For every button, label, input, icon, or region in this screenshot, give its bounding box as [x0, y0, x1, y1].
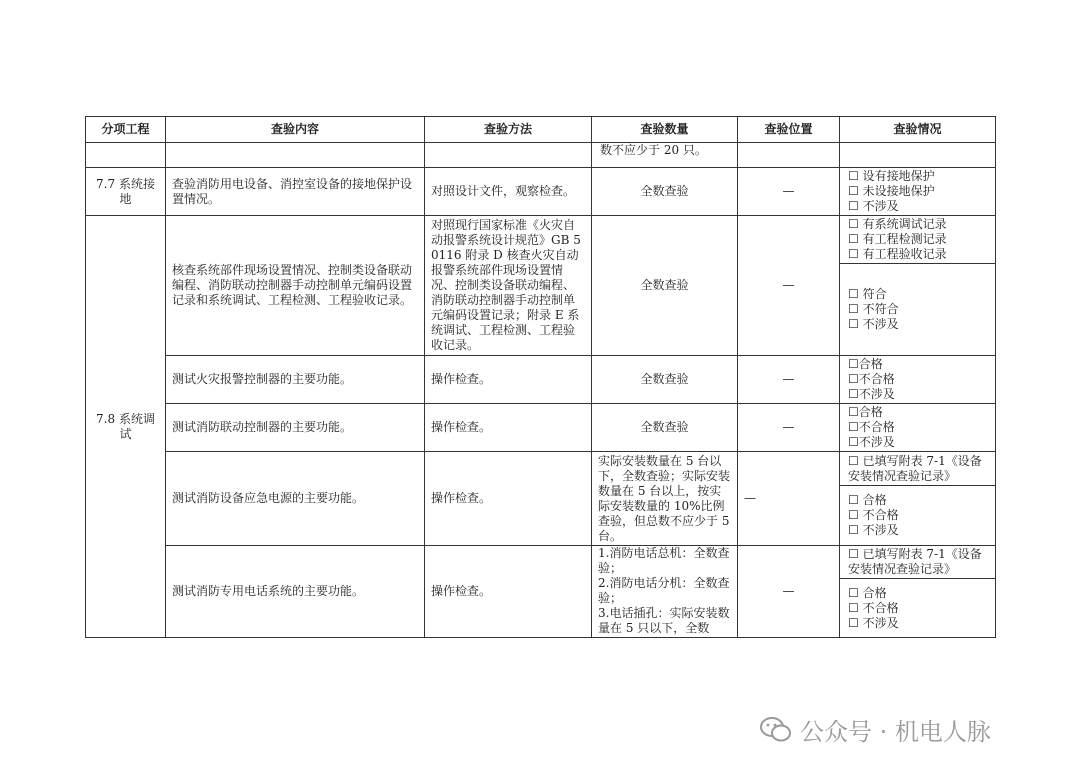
checkbox-option[interactable]: ☐ 未设接地保护 — [848, 184, 935, 198]
content-cell: 核查系统部件现场设置情况、控制类设备联动编程、消防联动控制器手动控制单元编码设置记录和系统调试、工程检测、工程验收记录。 — [166, 216, 425, 356]
item-cell: 7.8 系统调试 — [86, 216, 166, 638]
checkbox-option[interactable]: ☐不涉及 — [848, 435, 895, 449]
checkbox-option[interactable]: ☐合格 — [848, 357, 883, 371]
checkbox-option[interactable]: ☐ 不涉及 — [848, 615, 899, 630]
checkbox-option[interactable]: ☐ 符合 — [848, 287, 887, 301]
checkbox-option[interactable]: ☐ 有工程验收记录 — [848, 247, 947, 261]
checkbox-option[interactable]: ☐ 合格 — [848, 493, 887, 507]
qty-cell: 全数查验 — [592, 404, 738, 452]
checkbox-option[interactable]: ☐不涉及 — [848, 387, 895, 401]
checkbox-option[interactable]: ☐ 不涉及 — [848, 317, 899, 331]
table-row — [86, 404, 996, 452]
table-row — [86, 356, 996, 404]
content-cell: 查验消防用电设备、消控室设备的接地保护设置情况。 — [166, 168, 425, 216]
checkbox-option[interactable]: ☐ 不涉及 — [848, 199, 899, 213]
method-cell: 对照设计文件，观察检查。 — [425, 168, 592, 216]
header-cell: 查验数量 — [592, 117, 738, 143]
inspection-table — [85, 116, 996, 638]
checkbox-option[interactable]: ☐ 设有接地保护 — [848, 169, 935, 183]
content-cell: 测试消防专用电话系统的主要功能。 — [166, 546, 425, 638]
pos-cell: — — [738, 404, 840, 452]
header-cell: 分项工程 — [86, 117, 166, 143]
checkbox-option[interactable]: ☐ 不涉及 — [848, 523, 899, 537]
table-row — [86, 452, 996, 546]
qty-cell: 全数查验 — [592, 356, 738, 404]
method-cell: 操作检查。 — [425, 356, 592, 404]
watermark-text: 公众号 · 机电人脉 — [800, 718, 991, 746]
checkbox-option[interactable]: ☐合格 — [848, 405, 883, 419]
qty-cell: 全数查验 — [592, 168, 738, 216]
checkbox-option[interactable]: ☐ 不合格 — [848, 508, 899, 522]
content-cell: 测试火灾报警控制器的主要功能。 — [166, 356, 425, 404]
method-cell: 操作检查。 — [425, 404, 592, 452]
header-cell: 查验方法 — [425, 117, 592, 143]
pos-cell: — — [738, 546, 840, 638]
pos-cell: — — [738, 168, 840, 216]
header-row — [86, 117, 996, 143]
qty-line: 1.消防电话总机：全数查验； — [598, 546, 730, 575]
wechat-icon — [760, 716, 792, 744]
checkbox-option[interactable]: ☐ 已填写附表 7-1《设备安装情况查验记录》 — [848, 547, 982, 576]
checkbox-option[interactable]: ☐ 不合格 — [848, 600, 899, 615]
checkbox-option[interactable]: ☐ 已填写附表 7-1《设备安装情况查验记录》 — [848, 453, 982, 483]
item-cell: 7.7 系统接地 — [86, 168, 166, 216]
qty-cell: 全数查验 — [592, 216, 738, 356]
method-cell: 对照现行国家标准《火灾自动报警系统设计规范》GB 50116 附录 D 核查火灾自动报警系统部件现场设置情况、控制类设备联动编程、消防联动控制器手动控制单元编码设置记录；附录 E 系统调试、工程检测、工程验收记录。 — [425, 216, 592, 356]
method-cell: 操作检查。 — [425, 546, 592, 638]
checkbox-option[interactable]: ☐不合格 — [848, 372, 895, 386]
content-cell: 测试消防联动控制器的主要功能。 — [166, 404, 425, 452]
qty-line: 3.电话插孔：实际安装数量在 5 只以下，全数 — [598, 606, 730, 635]
header-cell: 查验情况 — [840, 117, 996, 143]
checkbox-option[interactable]: ☐ 有工程检测记录 — [848, 232, 947, 246]
header-cell: 查验位置 — [738, 117, 840, 143]
table-row — [86, 216, 996, 356]
qty-cell: 数不应少于 20 只。 — [592, 143, 738, 168]
qty-line: 2.消防电话分机：全数查验； — [598, 576, 730, 605]
watermark — [760, 712, 991, 747]
table-row — [86, 546, 996, 638]
content-cell: 测试消防设备应急电源的主要功能。 — [166, 452, 425, 546]
method-cell: 操作检查。 — [425, 452, 592, 546]
checkbox-option[interactable]: ☐不合格 — [848, 420, 895, 434]
table-row — [86, 168, 996, 216]
pos-cell: — — [738, 452, 840, 546]
qty-cell: 实际安装数量在 5 台以下，全数查验；实际安装数量在 5 台以上，按实际安装数量的 10%比例查验，但总数不应少于 5 台。 — [592, 452, 738, 546]
header-cell: 查验内容 — [166, 117, 425, 143]
checkbox-option[interactable]: ☐ 不符合 — [848, 302, 899, 316]
pos-cell: — — [738, 216, 840, 356]
checkbox-option[interactable]: ☐ 合格 — [848, 585, 887, 600]
table-row — [86, 143, 996, 168]
pos-cell: — — [738, 356, 840, 404]
checkbox-option[interactable]: ☐ 有系统调试记录 — [848, 217, 947, 231]
